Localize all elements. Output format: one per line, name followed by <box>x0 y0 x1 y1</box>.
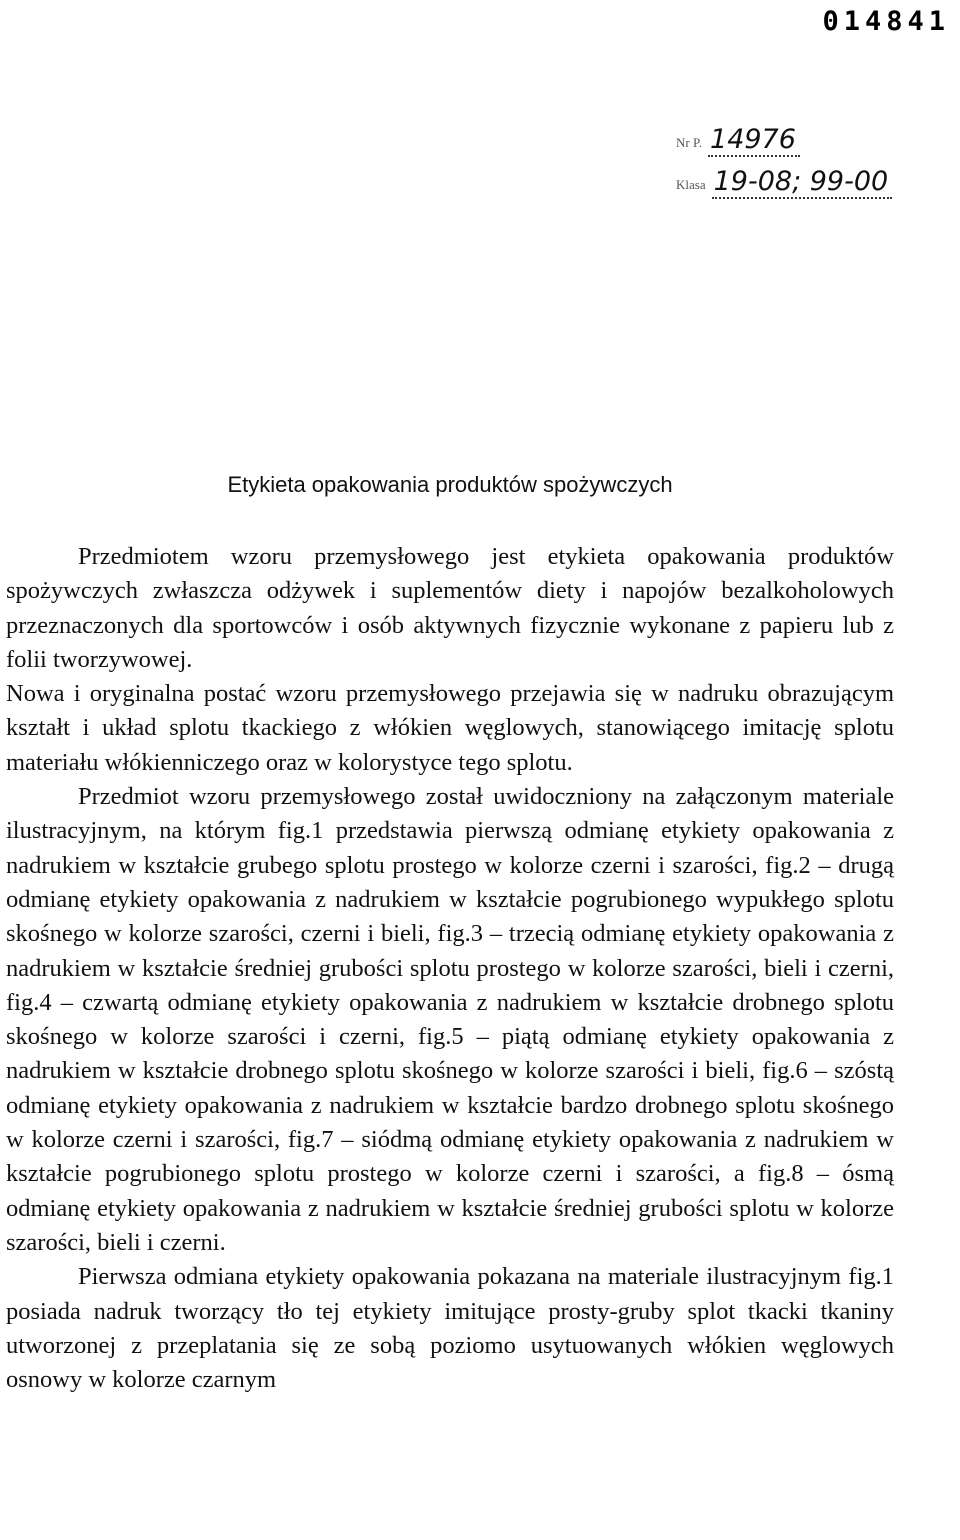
registry-class-line <box>676 157 956 199</box>
paragraph-first-variant: Pierwsza odmiana etykiety opakowania pokazana na materiale ilustracyjnym fig.1 posiada nadruk tworzący tło tej etykiety imitujące prosty-gruby splot tkacki tkaniny utworzonej z przeplatania się ze sobą poziomo usytuowanych włókien węglowych osnowy w kolorze czarnym <box>6 1263 894 1394</box>
registry-number-label: Nr P. <box>676 135 703 150</box>
paragraph-figures: Przedmiot wzoru przemysłowego został uwidoczniony na załączonym materiale ilustracyjnym, na którym fig.1 przedstawia pierwszą odmianę etykiety opakowania z nadrukiem w kształcie grubego splotu prostego w kolorze czerni i szarości, fig.2 – drugą odmianę etykiety opakowania z nadrukiem w kształcie pogrubionego wypukłego splotu skośnego w kolorze szarości, czerni i bieli, fig.3 – trzecią odmianę etykiety opakowania z nadrukiem w kształcie średniej grubości splotu prostego w kolorze szarości, bieli i czerni, fig.4 – czwartą odmianę etykiety opakowania z nadrukiem w kształcie drobnego splotu skośnego w kolorze szarości i czerni, fig.5 – piątą odmianę etykiety opakowania z nadrukiem w kształcie drobnego splotu skośnego w kolorze szarości i bieli, fig.6 – szóstą odmianę etykiety opakowania z nadrukiem w kształcie bardzo drobnego splotu skośnego w kolorze czerni i szarości, fig.7 – siódmą odmianę etykiety opakowania z nadrukiem w kształcie pogrubionego splotu prostego w kolorze czerni i szarości, a fig.8 – ósmą odmianę etykiety opakowania z nadrukiem w kształcie średniej grubości splotu w kolorze szarości, bieli i czerni. <box>6 783 894 1256</box>
paragraph-subject: Przedmiotem wzoru przemysłowego jest etykieta opakowania produktów spożywczych zwłaszcza odżywek i suplementów diety i napojów bezalkoholowych przeznaczonych dla sportowców i osób aktywnych fizycznie wykonane z papieru lub z folii tworzywowej. <box>6 543 894 673</box>
registry-class-value: 19-08; 99-00 <box>712 168 893 199</box>
document-title: Etykieta opakowania produktów spożywczych <box>227 472 673 497</box>
registry-class-label: Klasa <box>676 177 706 192</box>
registry-number-value: 14976 <box>708 126 800 157</box>
registry-stamp <box>676 115 956 199</box>
document-number: 014841 <box>822 6 950 37</box>
document-body <box>6 540 894 1397</box>
registry-number-line <box>676 115 956 157</box>
paragraph-novelty: Nowa i oryginalna postać wzoru przemysłowego przejawia się w nadruku obrazującym kształt i układ splotu tkackiego z włókien węglowych, stanowiącego imitację splotu materiału włókienniczego oraz w kolorystyce tego splotu. <box>6 680 894 776</box>
